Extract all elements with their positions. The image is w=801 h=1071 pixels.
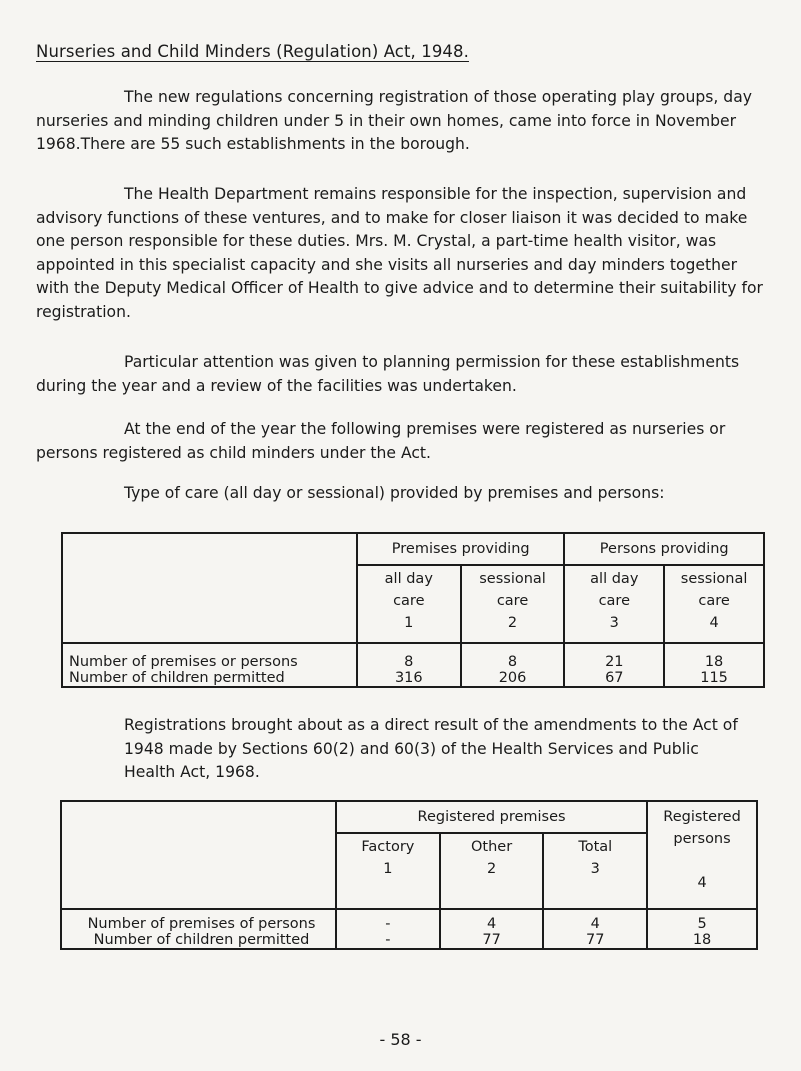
row-label: Number of premises of persons	[61, 909, 336, 932]
table2-corner-cell	[61, 801, 336, 909]
paragraph-planning: Particular attention was given to planning permission for these establishments during the year and a review of the facilities was undertaken.	[36, 353, 740, 395]
section-heading: Nurseries and Child Minders (Regulation) Act, 1948.	[36, 42, 469, 61]
table-cell: 18	[664, 643, 764, 670]
table1-col-header: all day care 1	[357, 565, 461, 643]
table-row	[62, 643, 764, 670]
row-label: Number of premises or persons	[62, 643, 357, 670]
paragraph-amendments: Registrations brought about as a direct result of the amendments to the Act of 1948 made by Sections 60(2) and 60(3) of the Health Services and Public Health Act, 1968.	[124, 716, 738, 781]
table2-col-header: Factory 1	[336, 833, 440, 909]
table-cell: 316	[357, 670, 461, 687]
table-cell: 21	[564, 643, 664, 670]
paragraph-regulations: The new regulations concerning registration of those operating play groups, day nurseries and minding children under 5 in their own homes, came into force in November 1968.There are 55 such establishments in the borough.	[36, 88, 752, 153]
table-cell: 18	[647, 932, 757, 949]
table2-col-header: Other 2	[440, 833, 544, 909]
table1-corner-cell	[62, 533, 357, 643]
paragraph-health-department: The Health Department remains responsible for the inspection, supervision and advisory functions of these ventures, and to make for closer liaison it was decided to make one person responsible for these duties. Mrs. M. Crystal, a part-time health visitor, was appointed in this specialist capacity and she visits all nurseries and day minders together with the Deputy Medical Officer of Health to give advice and to determine their suitability for registration.	[36, 185, 763, 321]
table2-group-header-premises: Registered premises	[336, 801, 647, 833]
table1-group-header-persons: Persons providing	[564, 533, 764, 565]
paragraph-registered-premises: At the end of the year the following premises were registered as nurseries or persons registered as child minders under the Act.	[36, 420, 726, 462]
table-cell: 77	[543, 932, 647, 949]
table-row	[62, 670, 764, 687]
table-cell: 77	[440, 932, 544, 949]
table1-group-header-premises: Premises providing	[357, 533, 564, 565]
table-cell: 206	[461, 670, 565, 687]
table-cell: -	[336, 932, 440, 949]
table1-col-header: sessional care 4	[664, 565, 764, 643]
registrations-table	[60, 800, 758, 950]
row-label: Number of children permitted	[62, 670, 357, 687]
paragraph-type-of-care: Type of care (all day or sessional) provided by premises and persons:	[124, 484, 665, 502]
table-cell: 8	[461, 643, 565, 670]
table-cell: 115	[664, 670, 764, 687]
table-cell: 5	[647, 909, 757, 932]
row-label: Number of children permitted	[61, 932, 336, 949]
table-row	[61, 909, 757, 932]
table-cell: 67	[564, 670, 664, 687]
page-number: - 58 -	[379, 1030, 422, 1049]
table-cell: 4	[543, 909, 647, 932]
table1-col-header: sessional care 2	[461, 565, 565, 643]
table2-header-registered-persons: Registered persons 4	[647, 801, 757, 909]
table-cell: 4	[440, 909, 544, 932]
table2-col-header: Total 3	[543, 833, 647, 909]
table-cell: -	[336, 909, 440, 932]
table1-col-header: all day care 3	[564, 565, 664, 643]
table-row	[61, 932, 757, 949]
type-of-care-table	[61, 532, 765, 688]
table-cell: 8	[357, 643, 461, 670]
